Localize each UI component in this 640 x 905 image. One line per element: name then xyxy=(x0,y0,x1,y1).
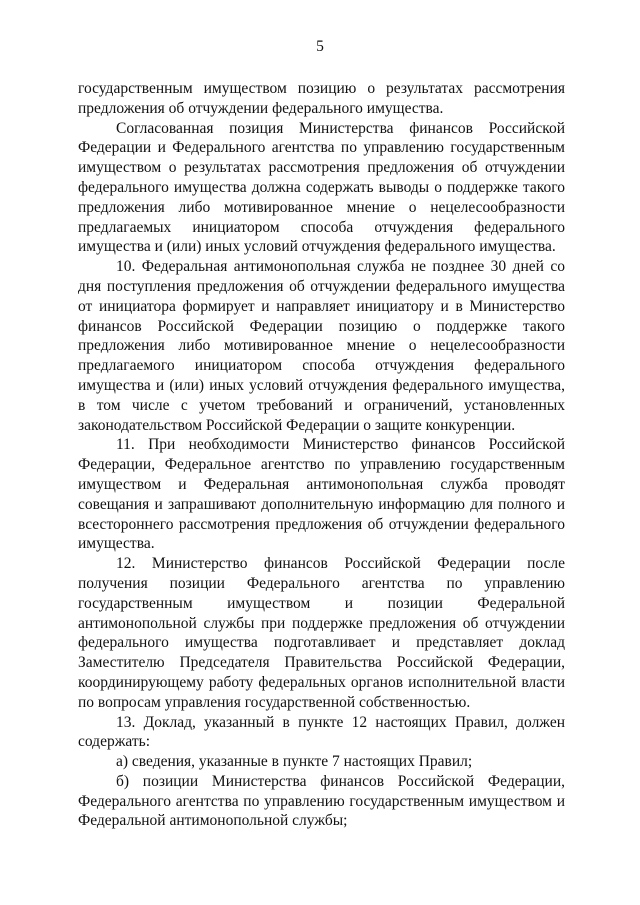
paragraph-continuation: государственным имуществом позицию о результатах рассмотрения предложения об отчуждении федерального имущества. xyxy=(78,80,565,117)
paragraph-item-13-a: а) сведения, указанные в пункте 7 настоящих Правил; xyxy=(116,753,473,771)
paragraph-item-13: 13. Доклад, указанный в пункте 12 настоящих Правил, должен содержать: xyxy=(78,713,565,751)
paragraph-item-12: 12. Министерство финансов Российской Федерации после получения позиции Федерального агентства по управлению государственным имуществом и позиции Федеральной антимонопольной службы при поддержке предложения об отчуждении федерального имущества подготавливает и представляет доклад Заместителю Председателя Правительства Российской Федерации, координирующему работу федеральных органов исполнительной власти по вопросам управления государственной собственностью. xyxy=(78,555,565,711)
paragraph-item-10: 10. Федеральная антимонопольная служба не позднее 30 дней со дня поступления предложения об отчуждении федерального имущества от инициатора формирует и направляет инициатору и в Министерство финансов Российской Федерации позицию о поддержке такого предложения либо мотивированное мнение о нецелесообразности предлагаемого инициатором способа отчуждения федерального имущества и (или) иных условий отчуждения федерального имущества, в том числе с учетом требований и ограничений, установленных законодательством Российской Федерации о защите конкуренции. xyxy=(78,258,565,434)
document-body xyxy=(78,79,565,831)
paragraph-item-11: 11. При необходимости Министерство финансов Российской Федерации, Федеральное агентство по управлению государственным имуществом и Федеральная антимонопольная служба проводят совещания и запрашивают дополнительную информацию для полного и всестороннего рассмотрения предложения об отчуждении федерального имущества. xyxy=(78,436,565,553)
paragraph-item-13-b: б) позиции Министерства финансов Российской Федерации, Федерального агентства по управлению государственным имуществом и Федеральной антимонопольной службы; xyxy=(78,772,565,830)
page-number: 5 xyxy=(316,38,324,55)
paragraph-agreed-position: Согласованная позиция Министерства финансов Российской Федерации и Федерального агентства по управлению государственным имуществом о результатах рассмотрения предложения об отчуждении федерального имущества должна содержать выводы о поддержке такого предложения либо мотивированное мнение о нецелесообразности предлагаемых инициатором способа отчуждения федерального имущества и (или) иных условий отчуждения федерального имущества. xyxy=(78,119,565,256)
